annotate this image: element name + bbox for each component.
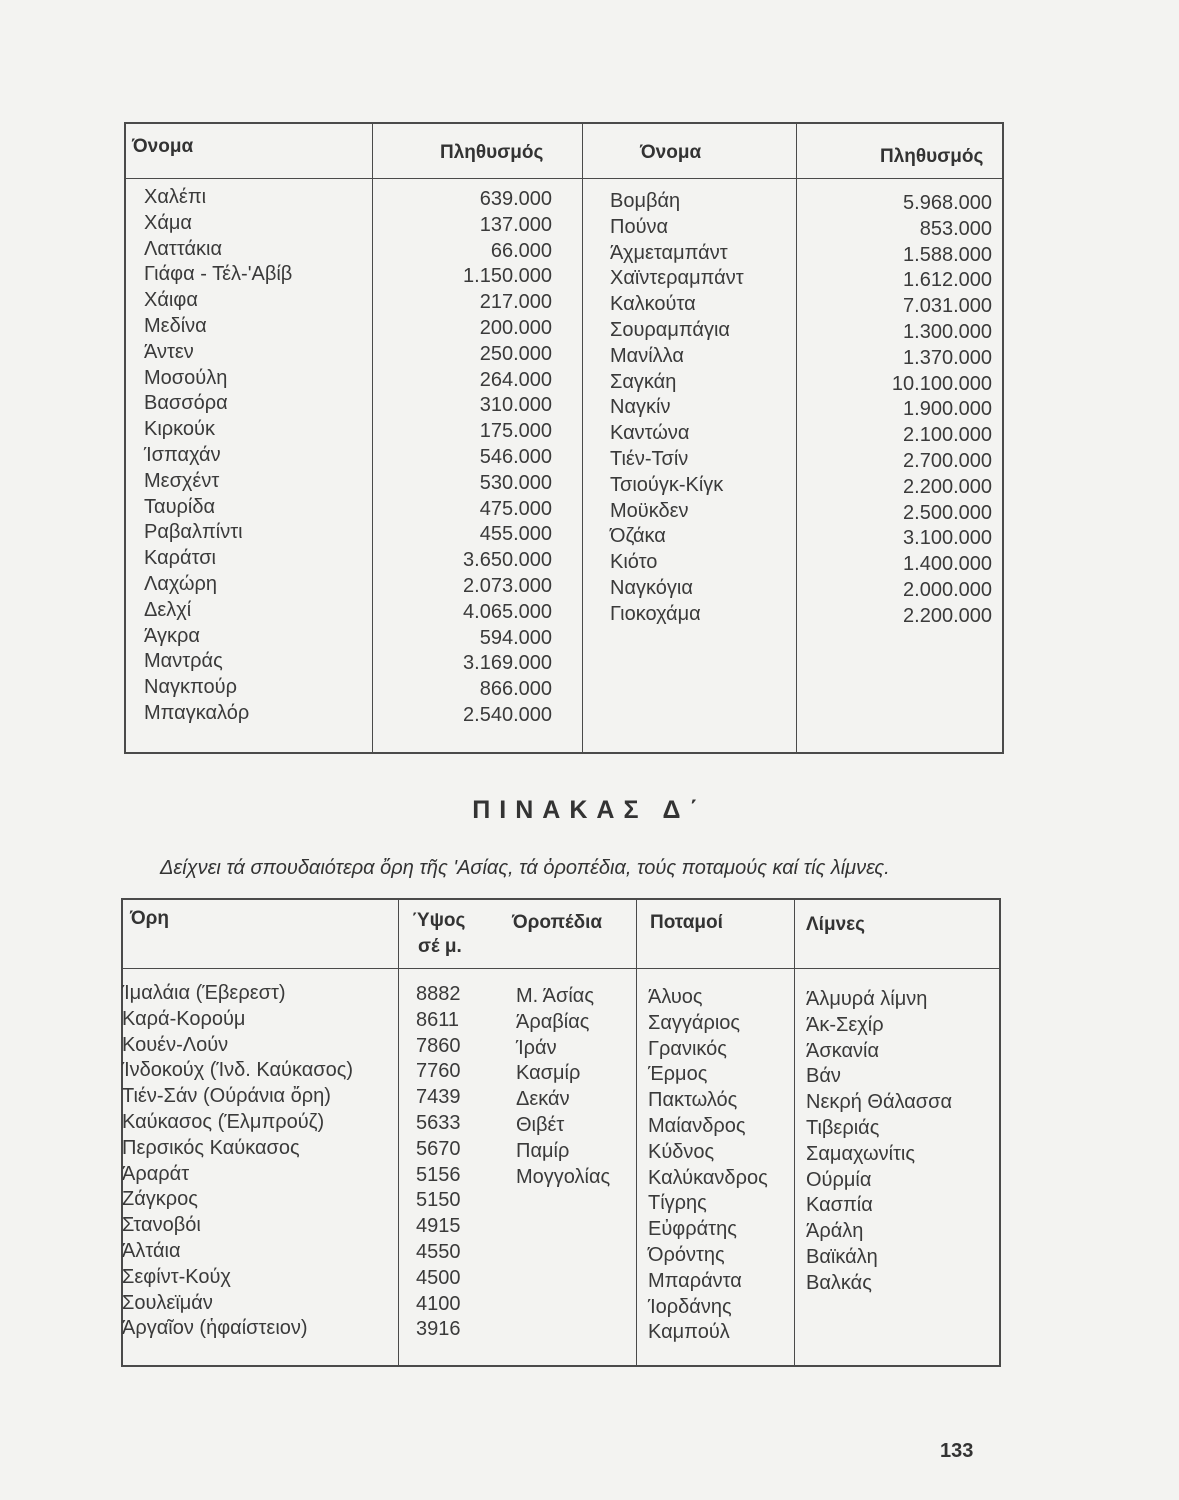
- city-name: Άντεν: [144, 340, 194, 363]
- plateaus-list: [516, 984, 610, 1190]
- city-population: 475.000: [479, 497, 552, 520]
- city-name: Δελχί: [144, 598, 192, 621]
- right-city-names: [610, 189, 744, 628]
- city-population: 639.000: [479, 188, 552, 210]
- heights-list: [416, 982, 461, 1343]
- city-population: 1.588.000: [903, 243, 992, 266]
- plateau-name: Κασμίρ: [516, 1062, 581, 1085]
- river-name: Καμπούλ: [648, 1321, 730, 1344]
- city-name: Πούνα: [610, 215, 669, 238]
- mountain-name: Καύκασος (Έλμπρούζ): [122, 1110, 325, 1133]
- left-city-populations: [400, 187, 552, 729]
- city-name: Λαττάκια: [144, 237, 223, 260]
- lake-name: Νεκρή Θάλασσα: [806, 1091, 953, 1114]
- city-population: 2.200.000: [903, 604, 992, 627]
- mountain-name: Τιέν-Σάν (Ούράνια ὄρη): [122, 1085, 331, 1108]
- mountain-height: 5633: [416, 1111, 461, 1134]
- column-divider: [582, 122, 583, 752]
- city-population: 3.169.000: [463, 652, 552, 675]
- city-name: Ναγκόγια: [610, 576, 693, 599]
- river-name: Όρόντης: [648, 1243, 725, 1266]
- city-name: Σαγκάη: [610, 370, 677, 393]
- mountain-name: Σεφίντ-Κούχ: [122, 1265, 231, 1288]
- plateau-name: Μογγολίας: [516, 1165, 611, 1188]
- header-population-right: Πληθυσμός: [880, 146, 984, 167]
- city-name: Λαχώρη: [144, 572, 217, 595]
- river-name: Άλυος: [648, 986, 703, 1008]
- city-name: Μαντράς: [144, 650, 223, 673]
- city-population: 1.300.000: [903, 320, 992, 343]
- city-population: 1.400.000: [903, 553, 992, 576]
- lake-name: Άράλη: [806, 1220, 864, 1243]
- city-name: Χαλέπι: [144, 186, 207, 208]
- city-name: Ναγκπούρ: [144, 676, 237, 699]
- plateau-name: Δεκάν: [516, 1088, 570, 1111]
- column-divider: [794, 898, 795, 1365]
- city-population: 853.000: [919, 217, 992, 240]
- river-name: Κύδνος: [648, 1140, 715, 1163]
- header-mountains: Όρη: [130, 908, 170, 929]
- city-name: Χάιφα: [144, 289, 198, 312]
- plateau-name: Άραβίας: [516, 1010, 590, 1033]
- mountain-height: 3916: [416, 1318, 461, 1341]
- city-population: 4.065.000: [463, 600, 552, 623]
- section-caption: Δείχνει τά σπουδαιότερα ὄρη τῆς 'Ασίας, τά ὀροπέδια, τούς ποταμούς καί τίς λίμνες.: [160, 857, 890, 879]
- city-population: 1.900.000: [903, 398, 992, 421]
- river-name: Γρανικός: [648, 1037, 727, 1060]
- river-name: Καλύκανδρος: [648, 1166, 768, 1189]
- city-population: 2.200.000: [903, 475, 992, 498]
- city-population: 137.000: [479, 213, 552, 236]
- lake-name: Σαμαχωνίτις: [806, 1142, 916, 1165]
- city-name: Ταυρίδα: [144, 495, 216, 518]
- city-name: Κιότο: [610, 551, 658, 574]
- lake-name: Ούρμία: [806, 1168, 872, 1191]
- city-population: 2.100.000: [903, 424, 992, 447]
- city-name: Βασσόρα: [144, 392, 228, 415]
- city-population: 1.612.000: [903, 269, 992, 292]
- city-name: Σουραμπάγια: [610, 318, 730, 341]
- city-population: 217.000: [479, 291, 552, 314]
- page-number: 133: [940, 1440, 974, 1462]
- lake-name: Τιβεριάς: [806, 1116, 880, 1139]
- city-name: Γιάφα - Τέλ-'Αβίβ: [144, 263, 293, 286]
- mountain-height: 8611: [416, 1008, 460, 1031]
- mountains-list: [122, 981, 353, 1342]
- city-population: 5.968.000: [903, 192, 992, 214]
- plateau-name: Μ. Άσίας: [516, 985, 595, 1007]
- mountain-height: 7860: [416, 1034, 461, 1057]
- column-divider: [796, 122, 797, 752]
- city-name: Κιρκούκ: [144, 418, 215, 441]
- city-name: Όζάκα: [610, 525, 666, 548]
- river-name: Πακτωλός: [648, 1089, 738, 1112]
- right-city-populations: [820, 191, 992, 630]
- column-divider: [372, 122, 373, 752]
- city-population: 200.000: [479, 316, 552, 339]
- city-population: 66.000: [490, 239, 552, 262]
- mountain-height: 5670: [416, 1137, 461, 1160]
- city-name: Χαϊντεραμπάντ: [610, 267, 744, 290]
- city-name: Ναγκίν: [610, 396, 671, 419]
- city-population: 175.000: [479, 420, 552, 443]
- city-population: 3.650.000: [463, 549, 552, 572]
- mountain-name: Καρά-Κορούμ: [122, 1007, 246, 1030]
- city-population: 1.150.000: [463, 265, 552, 288]
- city-name: Βομβάη: [610, 190, 681, 212]
- city-name: Άγκρα: [144, 624, 200, 647]
- header-population-left: Πληθυσμός: [440, 142, 544, 163]
- header-lakes: Λίμνες: [806, 914, 866, 935]
- lake-name: Άλμυρά λίμνη: [806, 988, 928, 1010]
- mountain-name: Κουέν-Λούν: [122, 1033, 229, 1056]
- city-name: Μοϋκδεν: [610, 499, 689, 522]
- city-population: 2.073.000: [463, 574, 552, 597]
- plateau-name: Ίράν: [516, 1036, 557, 1059]
- mountain-height: 8882: [416, 983, 461, 1005]
- river-name: Εὐφράτης: [648, 1218, 737, 1241]
- header-rivers: Ποταμοί: [650, 912, 723, 933]
- city-population: 866.000: [479, 678, 552, 701]
- lake-name: Κασπία: [806, 1194, 873, 1217]
- city-name: Ραβαλπίντι: [144, 521, 243, 544]
- city-name: Καντώνα: [610, 422, 690, 445]
- city-name: Μεδίνα: [144, 314, 207, 337]
- header-plateaus: Όροπέδια: [512, 912, 603, 933]
- asia-header-rule: [121, 968, 999, 969]
- header-height-line1: Ύψος: [412, 910, 466, 931]
- mountain-name: Σουλεϊμάν: [122, 1291, 213, 1314]
- mountain-height: 4100: [416, 1292, 461, 1315]
- city-population: 310.000: [479, 394, 552, 417]
- lake-name: Βαϊκάλη: [806, 1245, 878, 1268]
- river-name: Ίορδάνης: [648, 1295, 732, 1318]
- mountain-name: Άργαῖον (ἡφαίστειον): [122, 1317, 308, 1340]
- mountain-height: 7760: [416, 1060, 461, 1083]
- mountain-name: Στανοβόι: [122, 1214, 201, 1237]
- mountain-name: Ίνδοκούχ (Ίνδ. Καύκασος): [122, 1059, 354, 1082]
- mountain-name: Άλτάια: [122, 1239, 181, 1262]
- section-title: ΠΙΝΑΚΑΣ Δ΄: [472, 796, 707, 824]
- population-header-rule: [124, 178, 1002, 179]
- city-name: Μανίλλα: [610, 344, 684, 367]
- mountain-height: 4500: [416, 1266, 461, 1289]
- mountain-name: Ζάγκρος: [122, 1188, 198, 1211]
- city-population: 7.031.000: [903, 295, 992, 318]
- left-city-names: [144, 185, 292, 727]
- city-name: Ίσπαχάν: [144, 443, 221, 466]
- river-name: Έρμος: [648, 1063, 708, 1086]
- river-name: Σαγγάριος: [648, 1011, 741, 1034]
- mountain-height: 7439: [416, 1086, 461, 1109]
- city-name: Μπαγκαλόρ: [144, 701, 250, 724]
- mountain-height: 5150: [416, 1189, 461, 1212]
- city-name: Χάμα: [144, 211, 192, 234]
- city-population: 546.000: [479, 445, 552, 468]
- mountain-name: Άραράτ: [122, 1162, 190, 1185]
- city-name: Μεσχέντ: [144, 469, 220, 492]
- city-population: 10.100.000: [891, 372, 992, 395]
- mountain-height: 4550: [416, 1240, 461, 1263]
- city-population: 250.000: [479, 342, 552, 365]
- river-name: Μαίανδρος: [648, 1114, 746, 1137]
- city-name: Τιέν-Τσίν: [610, 447, 689, 470]
- city-name: Μοσούλη: [144, 366, 228, 389]
- mountain-height: 5156: [416, 1163, 461, 1186]
- mountain-name: Περσικός Καύκασος: [122, 1136, 300, 1159]
- city-population: 530.000: [479, 471, 552, 494]
- city-population: 3.100.000: [903, 527, 992, 550]
- lake-name: Άσκανία: [806, 1039, 880, 1062]
- mountain-name: Ίμαλάια (Έβερεστ): [122, 982, 286, 1004]
- column-divider: [636, 898, 637, 1365]
- lakes-list: [806, 987, 952, 1297]
- plateau-name: Παμίρ: [516, 1139, 570, 1162]
- city-name: Γιοκοχάμα: [610, 602, 701, 625]
- rivers-list: [648, 985, 768, 1346]
- city-population: 594.000: [479, 626, 552, 649]
- header-height-line2: σέ μ.: [418, 936, 462, 957]
- city-name: Άχμεταμπάντ: [610, 241, 728, 264]
- city-population: 1.370.000: [903, 346, 992, 369]
- city-population: 2.000.000: [903, 578, 992, 601]
- mountain-height: 4915: [416, 1215, 461, 1238]
- city-population: 455.000: [479, 523, 552, 546]
- city-population: 2.700.000: [903, 449, 992, 472]
- lake-name: Βαλκάς: [806, 1271, 872, 1294]
- lake-name: Άκ-Σεχίρ: [806, 1013, 884, 1036]
- city-name: Τσιούγκ-Κίγκ: [610, 473, 724, 496]
- city-population: 2.540.000: [463, 703, 552, 726]
- city-population: 264.000: [479, 368, 552, 391]
- header-name-left: Όνομα: [132, 136, 194, 157]
- city-population: 2.500.000: [903, 501, 992, 524]
- river-name: Τίγρης: [648, 1192, 707, 1215]
- plateau-name: Θιβέτ: [516, 1113, 565, 1136]
- lake-name: Βάν: [806, 1065, 841, 1088]
- river-name: Μπαράντα: [648, 1269, 742, 1292]
- city-name: Καλκούτα: [610, 293, 696, 316]
- city-name: Καράτσι: [144, 547, 217, 570]
- header-name-right: Όνομα: [640, 142, 702, 163]
- column-divider: [398, 898, 399, 1365]
